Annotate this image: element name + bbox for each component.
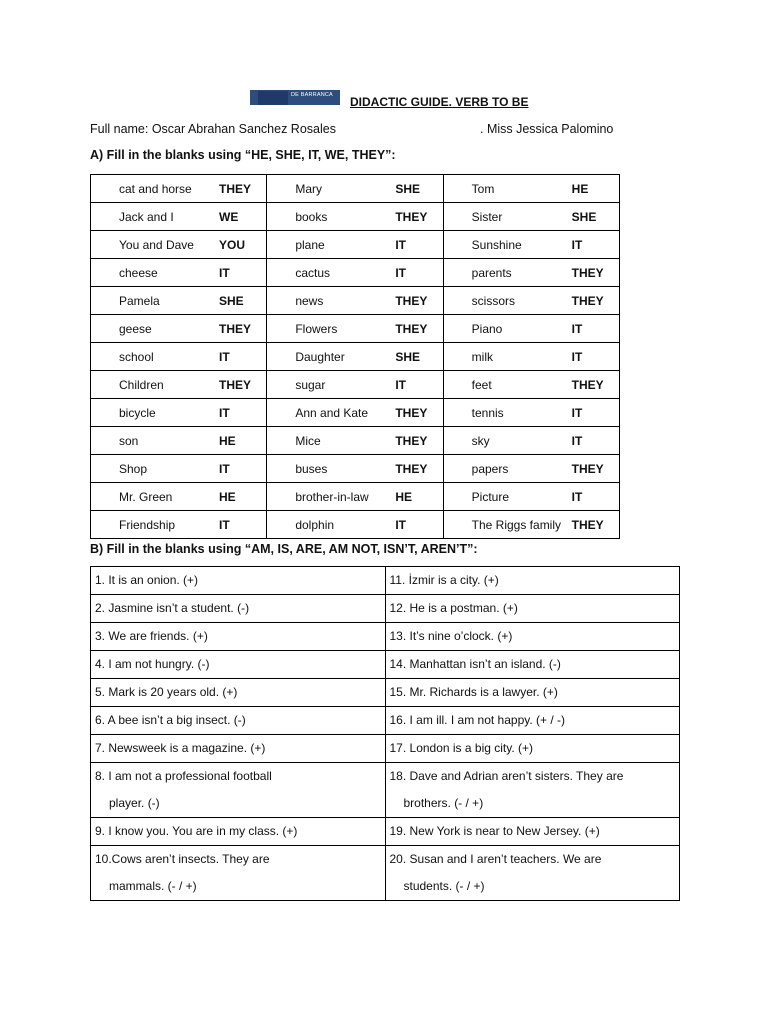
table-cell	[443, 371, 619, 399]
sentence-line: 4. I am not hungry. (-)	[95, 657, 210, 671]
sentence-cell	[385, 846, 680, 901]
table-row	[91, 259, 620, 287]
table-cell	[91, 259, 267, 287]
sentence-cell	[385, 818, 680, 846]
table-row	[91, 651, 680, 679]
table-row	[91, 399, 620, 427]
noun: school	[119, 349, 154, 364]
noun: dolphin	[295, 517, 335, 532]
section-b-instruction: B) Fill in the blanks using “AM, IS, ARE, AM NOT, ISN’T, AREN’T”:	[90, 542, 478, 556]
noun: cat and horse	[119, 181, 192, 196]
noun: Mary	[295, 181, 322, 196]
pronoun-answer: IT	[571, 237, 583, 252]
table-cell	[267, 483, 443, 511]
sentence-cell	[91, 595, 386, 623]
pronoun-answer: THEY	[395, 433, 428, 448]
pronoun-answer: IT	[395, 237, 406, 252]
pronoun-answer: YOU	[219, 237, 246, 252]
pronoun-answer: IT	[395, 517, 406, 532]
table-cell	[267, 371, 443, 399]
logo-shield-icon	[258, 91, 288, 105]
sentence-cell	[385, 623, 680, 651]
table-row	[91, 287, 620, 315]
pronoun-answer: IT	[571, 489, 583, 504]
student-name: Full name: Oscar Abrahan Sanchez Rosales	[90, 122, 336, 136]
noun: bicycle	[119, 405, 156, 420]
sentence-cell	[385, 595, 680, 623]
sentence-line: 15. Mr. Richards is a lawyer. (+)	[389, 685, 558, 699]
sentence-cell	[385, 735, 680, 763]
noun: Flowers	[295, 321, 338, 336]
sentence-line: 12. He is a postman. (+)	[389, 601, 518, 615]
sentence-line: 9. I know you. You are in my class. (+)	[95, 824, 298, 838]
table-cell	[443, 287, 619, 315]
pronoun-answer: IT	[219, 405, 230, 420]
pronoun-answer: THEY	[571, 377, 604, 392]
pronoun-answer: IT	[571, 321, 583, 336]
table-row	[91, 175, 620, 203]
table-cell	[443, 343, 619, 371]
sentence-line: 6. A bee isn’t a big insect. (-)	[95, 713, 246, 727]
sentence-cell	[91, 735, 386, 763]
noun: plane	[295, 237, 325, 252]
sentence-cell	[385, 707, 680, 735]
table-cell	[443, 175, 619, 203]
table-cell	[267, 175, 443, 203]
table-cell	[267, 343, 443, 371]
noun: tennis	[471, 405, 504, 420]
page-title: DIDACTIC GUIDE. VERB TO BE	[350, 95, 529, 109]
sentence-line: 7. Newsweek is a magazine. (+)	[95, 741, 266, 755]
table-cell	[91, 315, 267, 343]
pronoun-answer: IT	[395, 265, 406, 280]
sentence-line: 18. Dave and Adrian aren’t sisters. They are	[389, 769, 624, 783]
noun: sky	[471, 433, 490, 448]
table-cell	[91, 203, 267, 231]
sentence-cell	[91, 623, 386, 651]
sentence-cell	[385, 763, 680, 818]
sentence-line: 10.Cows aren’t insects. They are	[95, 852, 270, 866]
noun: papers	[471, 461, 509, 476]
table-cell	[91, 343, 267, 371]
sentence-cell	[91, 567, 386, 595]
table-cell	[267, 259, 443, 287]
table-row	[91, 511, 620, 539]
sentence-line: 17. London is a big city. (+)	[389, 741, 534, 755]
table-cell	[267, 231, 443, 259]
sentence-cell	[91, 846, 386, 901]
table-cell	[267, 455, 443, 483]
sentence-cell	[91, 651, 386, 679]
pronoun-answer: IT	[219, 461, 230, 476]
noun: brother-in-law	[295, 489, 369, 504]
section-a-instruction: A) Fill in the blanks using “HE, SHE, IT, WE, THEY”:	[90, 148, 396, 162]
table-cell	[443, 455, 619, 483]
table-cell	[443, 203, 619, 231]
sentence-line: 16. I am ill. I am not happy. (+ / -)	[389, 713, 566, 727]
table-row	[91, 343, 620, 371]
table-cell	[91, 175, 267, 203]
table-cell	[91, 231, 267, 259]
sentence-cell	[91, 763, 386, 818]
pronoun-answer: THEY	[571, 265, 604, 280]
table-cell	[443, 259, 619, 287]
noun: Friendship	[119, 517, 176, 532]
pronoun-answer: THEY	[395, 293, 428, 308]
pronoun-answer: THEY	[219, 181, 252, 196]
table-cell	[91, 427, 267, 455]
noun: Sunshine	[471, 237, 522, 252]
table-row	[91, 371, 620, 399]
noun: Pamela	[119, 293, 160, 308]
table-row	[91, 567, 680, 595]
table-cell	[443, 511, 619, 539]
noun: geese	[119, 321, 152, 336]
noun: cactus	[295, 265, 331, 280]
table-cell	[443, 427, 619, 455]
pronoun-answer: THEY	[219, 377, 252, 392]
table-cell	[91, 371, 267, 399]
table-cell	[267, 287, 443, 315]
pronoun-answer: WE	[219, 209, 239, 224]
table-row	[91, 315, 620, 343]
noun: sugar	[295, 377, 326, 392]
sentence-line: 20. Susan and I aren’t teachers. We are	[389, 852, 602, 866]
noun: books	[295, 209, 328, 224]
pronoun-answer: SHE	[219, 293, 244, 308]
sentence-line: 3. We are friends. (+)	[95, 629, 208, 643]
teacher-name: . Miss Jessica Palomino	[480, 122, 614, 136]
noun: Shop	[119, 461, 148, 476]
table-row	[91, 846, 680, 901]
noun: Picture	[471, 489, 510, 504]
pronoun-answer: HE	[395, 489, 412, 504]
noun: scissors	[471, 293, 515, 308]
pronoun-answer: THEY	[219, 321, 252, 336]
pronoun-answer: IT	[219, 517, 230, 532]
pronoun-answer: THEY	[395, 461, 428, 476]
table-cell	[443, 231, 619, 259]
noun: parents	[471, 265, 512, 280]
pronoun-answer: SHE	[571, 209, 597, 224]
table-row	[91, 707, 680, 735]
verb-to-be-table	[90, 566, 680, 901]
pronoun-answer: HE	[571, 181, 589, 196]
pronoun-answer: IT	[395, 377, 406, 392]
pronoun-answer: THEY	[571, 293, 604, 308]
table-cell	[267, 399, 443, 427]
sentence-cell	[91, 818, 386, 846]
noun: Mr. Green	[119, 489, 173, 504]
table-cell	[267, 315, 443, 343]
sentence-line: player. (-)	[109, 796, 160, 810]
pronoun-answer: THEY	[395, 321, 428, 336]
table-cell	[267, 203, 443, 231]
pronoun-answer: HE	[219, 489, 236, 504]
pronoun-answer: THEY	[395, 405, 428, 420]
noun: Daughter	[295, 349, 345, 364]
sentence-line: mammals. (- / +)	[109, 879, 197, 893]
table-row	[91, 679, 680, 707]
sentence-line: 1. It is an onion. (+)	[95, 573, 199, 587]
table-cell	[91, 483, 267, 511]
table-row	[91, 735, 680, 763]
noun: Children	[119, 377, 164, 392]
table-row	[91, 231, 620, 259]
noun: You and Dave	[119, 237, 194, 252]
table-cell	[267, 427, 443, 455]
sentence-line: 8. I am not a professional football	[95, 769, 272, 783]
sentence-line: 13. It’s nine o’clock. (+)	[389, 629, 513, 643]
table-row	[91, 763, 680, 818]
noun: Tom	[471, 181, 495, 196]
pronoun-answer: IT	[571, 349, 583, 364]
noun: Piano	[471, 321, 503, 336]
table-row	[91, 483, 620, 511]
sentence-cell	[91, 679, 386, 707]
pronoun-answer: THEY	[395, 209, 428, 224]
pronoun-table	[90, 174, 620, 539]
sentence-line: 5. Mark is 20 years old. (+)	[95, 685, 238, 699]
table-row	[91, 818, 680, 846]
table-row	[91, 203, 620, 231]
table-cell	[443, 483, 619, 511]
noun: Sister	[471, 209, 503, 224]
noun: milk	[471, 349, 493, 364]
sentence-line: 19. New York is near to New Jersey. (+)	[389, 824, 600, 838]
table-row	[91, 455, 620, 483]
sentence-cell	[385, 679, 680, 707]
pronoun-answer: IT	[219, 265, 230, 280]
table-cell	[443, 399, 619, 427]
sentence-cell	[385, 567, 680, 595]
noun: Jack and I	[119, 209, 174, 224]
table-cell	[91, 511, 267, 539]
pronoun-answer: SHE	[395, 349, 421, 364]
table-row	[91, 427, 620, 455]
noun: cheese	[119, 265, 158, 280]
table-row	[91, 595, 680, 623]
noun: news	[295, 293, 324, 308]
sentence-line: 14. Manhattan isn’t an island. (-)	[389, 657, 561, 671]
pronoun-answer: IT	[219, 349, 230, 364]
sentence-cell	[385, 651, 680, 679]
sentence-line: brothers. (- / +)	[403, 796, 484, 810]
pronoun-answer: IT	[571, 405, 583, 420]
table-cell	[443, 315, 619, 343]
table-cell	[91, 287, 267, 315]
logo-text: DE BARRANCA	[291, 92, 333, 98]
noun: son	[119, 433, 139, 448]
sentence-line: 11. İzmir is a city. (+)	[389, 573, 499, 587]
table-row	[91, 623, 680, 651]
pronoun-answer: SHE	[395, 181, 421, 196]
pronoun-answer: THEY	[571, 517, 604, 532]
table-cell	[91, 455, 267, 483]
noun: buses	[295, 461, 328, 476]
noun: Ann and Kate	[295, 405, 369, 420]
noun: feet	[471, 377, 492, 392]
table-cell	[267, 511, 443, 539]
sentence-line: students. (- / +)	[403, 879, 485, 893]
sentence-line: 2. Jasmine isn’t a student. (-)	[95, 601, 250, 615]
pronoun-answer: IT	[571, 433, 583, 448]
pronoun-answer: HE	[219, 433, 236, 448]
noun: Mice	[295, 433, 321, 448]
pronoun-answer: THEY	[571, 461, 604, 476]
sentence-cell	[91, 707, 386, 735]
noun: The Riggs family	[471, 517, 562, 532]
table-cell	[91, 399, 267, 427]
